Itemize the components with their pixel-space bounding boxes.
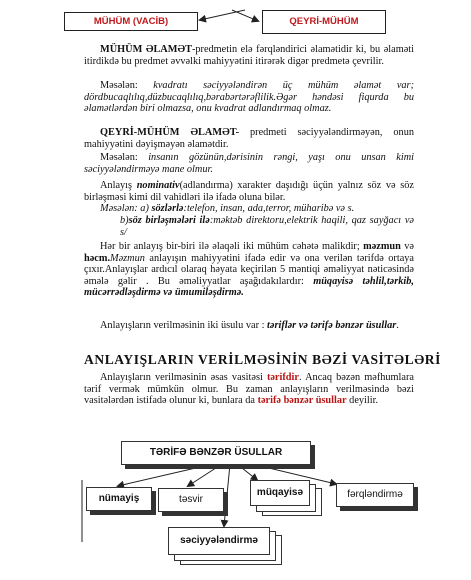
term-definition-like: tərifə bənzər üsullar (257, 395, 347, 407)
term-volume: həcm. (84, 252, 111, 264)
para-eye-skin-example (84, 152, 414, 175)
para-content-volume (84, 241, 414, 299)
para-phrases-example (120, 215, 414, 238)
para-square-example (84, 80, 414, 115)
arrow-root-to-description (188, 464, 222, 486)
para-words-example (84, 203, 414, 215)
diagram-root: TƏRİFƏ BƏNZƏR ÜSULLAR (121, 441, 311, 465)
arrow-root-to-demonstration (118, 464, 213, 486)
para-essential-definition (84, 44, 414, 67)
term-nominative: nominativ (136, 180, 180, 191)
arrow-to-essential (200, 10, 245, 20)
term-content: məzmun (363, 241, 401, 252)
term-definitions: təriflər və tərifə bənzər üsullar (267, 320, 397, 331)
p10-a: Anlayışların verilməsinin əsas vasitəsi (100, 372, 267, 383)
node-characterization: səciyyələndirmə (168, 527, 270, 555)
p7-prefix: b) (120, 215, 129, 226)
para-main-means (84, 372, 414, 407)
node-comparison: müqayisə (250, 480, 310, 506)
arrow-root-to-comparison (237, 464, 257, 480)
p4-lead: Məsələn: (100, 152, 138, 163)
p8-a: Hər bir anlayış bir-biri ilə əlaqəli iki mühüm cəhətə malikdir; (100, 241, 364, 252)
p4-text: insanın gözünün,dərisinin rəngi, yaşı onu unsan kimi səciyyələndirməyə mane olmur. (84, 152, 414, 175)
p9-a: Anlayışların verilməsinin iki üsulu var : (100, 320, 268, 331)
p6-text: :telefon, insan, ada,terror, müharibə və s. (183, 203, 355, 214)
label-non-essential: QEYRİ-MÜHÜM (262, 10, 386, 34)
p7-text: :məktəb direktoru,elektrik haqili, qaz sayğacı və s/ (120, 215, 414, 238)
term-essential-feature: MÜHÜM ƏLAMƏT (100, 44, 192, 55)
para-two-methods (84, 320, 414, 332)
p8-c: Məzmun (110, 252, 145, 264)
label-essential: MÜHÜM (VACİB) (64, 12, 198, 31)
term-definition: tərifdir (266, 372, 299, 383)
p8-d: anlayışın mahiyyətini ifadə edir və ona verilən tərifdə ortaya çıxır.Anlayışlar ardıcıl olaraq həyata keçirilən 5 məntiqi əməliyyat nəticəsində əmələ gəlir . Bu əməliyyatlar aşağıdakılardır: (84, 252, 414, 287)
node-description: təsvir (158, 488, 224, 512)
p2-lead: Məsələn: (100, 80, 138, 91)
arrow-to-non-essential (232, 10, 258, 21)
p1-text: -predmetin elə fərqləndirici əlamətidir ki, bu əlaməti itirdikdə bu predmet əvvəlki mahiyyətini itirərək digər predmetə çevrilir. (84, 44, 414, 67)
p10-c: deyilir. (346, 395, 379, 407)
node-distinction: fərqləndirmə (336, 483, 414, 507)
p5-before: Anlayış (100, 180, 137, 191)
header-arrows (0, 0, 471, 50)
term-operations: müqayisə təhlil,tərkib, mücərrədləşdirmə və ümumiləşdirmə. (84, 275, 414, 299)
p9-b: . (396, 320, 399, 331)
para-non-essential-definition (84, 127, 414, 150)
term-phrases: söz birləşmələri ilə (128, 215, 210, 226)
p10-b: . Ancaq bəzən məfhumlara tərif vermək mümkün olmur. Bu zaman anlayışların verilməsində bəzi vasitələrdən istifadə olunur ki, bunlara da (84, 372, 414, 407)
p3-text: predmeti səciyyələndirməyən, onun mahiyyətini dəyişməyən əlamətdir. (84, 127, 414, 150)
para-nominative (84, 180, 414, 203)
p8-b: və (400, 241, 414, 252)
p6-lead: Məsələn: a) (100, 203, 152, 214)
p5-after: (adlandırma) xarakter daşıdığı üçün yalnız söz və söz birləşməsi kimi dil vahidləri ilə ifadə oluna bilər. (84, 180, 414, 203)
term-words: sözlərlə (151, 203, 184, 214)
arrow-root-to-characterization (224, 464, 230, 526)
section-title: ANLAYIŞLARIN VERİLMƏSİNİN BƏZİ VASİTƏLƏRİ (84, 352, 441, 367)
term-non-essential-feature: QEYRİ-MÜHÜM ƏLAMƏT- (100, 127, 240, 138)
node-demonstration: nümayiş (86, 487, 152, 511)
p2-text: kvadratı səciyyələndirən üç mühüm əlamət var; dördbucaqlılıq,düzbucaqlılıq,bərabərtərəflilik.Əgər həndəsi fiqurda bu əlamətlərdən biri olmazsa, onu kvadrat adlandırmaq olmaz. (84, 80, 414, 115)
